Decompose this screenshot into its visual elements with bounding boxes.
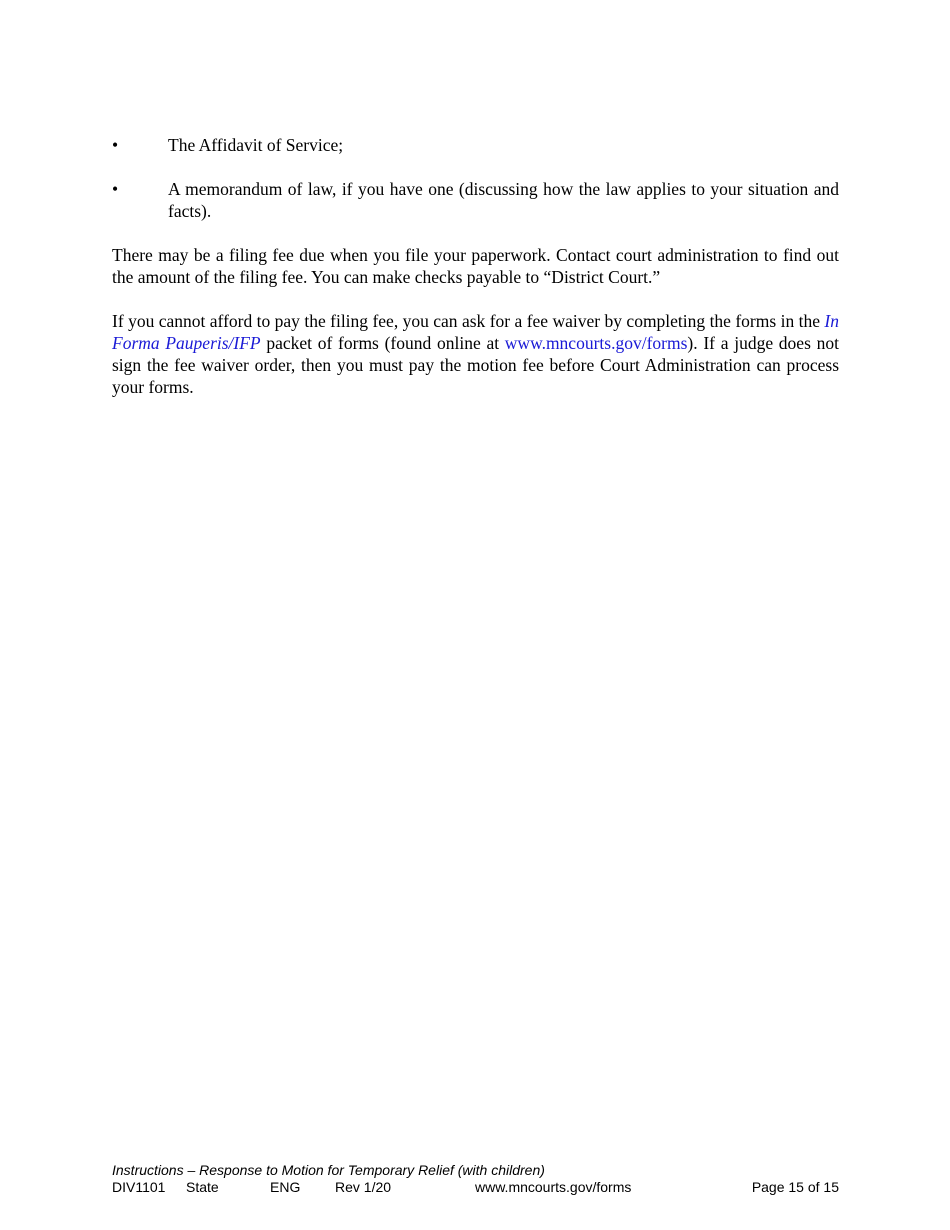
footer-url: www.mncourts.gov/forms [475,1179,632,1195]
bullet-text: The Affidavit of Service; [168,135,344,155]
forms-link[interactable]: www.mncourts.gov/forms [504,333,688,353]
fee-waiver-paragraph [112,310,839,398]
revision: Rev 1/20 [335,1179,392,1195]
bullet-icon: • [112,179,119,199]
ifp-link[interactable]: In Forma Pauperis/IFP [112,311,839,353]
filing-fee-paragraph: There may be a filing fee due when you file your paperwork. Contact court administration to find out the amount of the filing fee. You can make checks payable to “District Court.” [112,245,839,287]
bullet-item-memorandum [112,178,839,222]
bullet-item-affidavit [112,134,839,156]
bullet-icon: • [112,135,119,155]
page-number: Page 15 of 15 [751,1179,839,1195]
footer-meta-row [112,1179,839,1196]
fee-waiver-text-1: If you cannot afford to pay the filing fee, you can ask for a fee waiver by completing the forms in the [112,311,825,331]
language: ENG [270,1179,301,1195]
footer-title: Instructions – Response to Motion for Temporary Relief (with children) [112,1162,545,1178]
bullet-text: A memorandum of law, if you have one (discussing how the law applies to your situation and facts). [168,179,839,221]
document-body [112,134,839,420]
fee-waiver-text-3: ). If a judge does not sign the fee waiver order, then you must pay the motion fee before Court Administration can process your forms. [112,333,839,397]
page-footer [112,1162,839,1196]
fee-waiver-text-2: packet of forms (found online at [260,333,505,353]
jurisdiction: State [186,1179,219,1195]
form-code: DIV1101 [112,1179,166,1195]
